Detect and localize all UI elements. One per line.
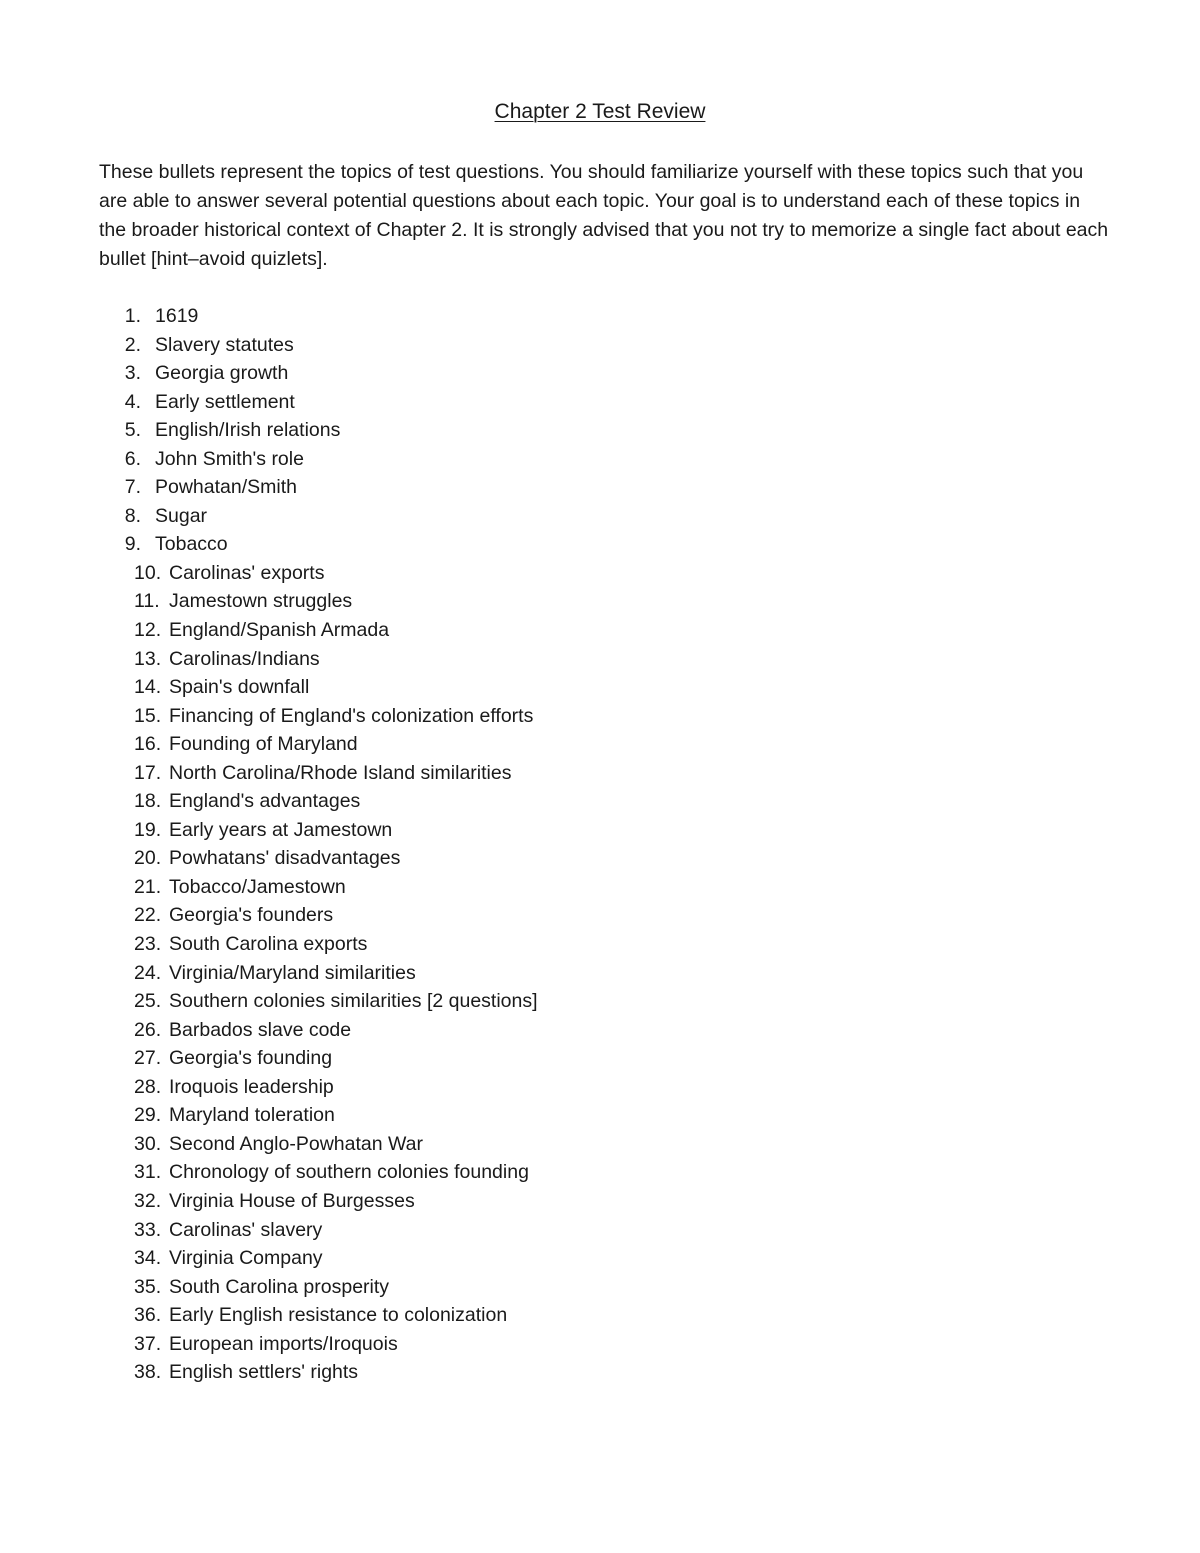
topic-number: 27. <box>134 1047 162 1070</box>
topic-text: Carolinas/Indians <box>169 647 320 670</box>
topic-number: 11. <box>134 590 160 613</box>
topic-item <box>99 901 538 930</box>
topic-item <box>99 445 538 474</box>
topic-number: 13. <box>134 647 162 670</box>
topic-number: 10. <box>134 561 162 584</box>
document-title-text: Chapter 2 Test Review <box>494 100 706 123</box>
topic-text: Powhatans' disadvantages <box>169 847 401 870</box>
topic-text: Maryland toleration <box>169 1104 335 1127</box>
topic-item <box>99 673 538 702</box>
topic-item <box>99 645 538 674</box>
topic-text: Jamestown struggles <box>169 590 353 613</box>
topic-text: Powhatan/Smith <box>155 476 297 499</box>
topic-number: 29. <box>134 1104 162 1127</box>
topic-number: 25. <box>134 990 162 1013</box>
topic-item <box>99 844 538 873</box>
topic-number: 7. <box>124 476 141 499</box>
topic-number: 21. <box>134 875 162 898</box>
topic-text: Tobacco/Jamestown <box>169 875 346 898</box>
topic-number: 3. <box>124 362 141 385</box>
topic-text: Early settlement <box>155 390 295 413</box>
topic-text: Georgia's founding <box>169 1047 333 1070</box>
topic-number: 8. <box>124 504 141 527</box>
topic-item <box>99 1216 538 1245</box>
topic-item <box>99 1244 538 1273</box>
topic-text: English/Irish relations <box>155 419 341 442</box>
topic-item <box>99 416 538 445</box>
topic-text: South Carolina prosperity <box>169 1275 390 1298</box>
topic-text: Spain's downfall <box>169 676 310 699</box>
topic-number: 32. <box>134 1189 162 1212</box>
topic-text: Slavery statutes <box>155 333 294 356</box>
topic-text: Carolinas' slavery <box>169 1218 323 1241</box>
topic-text: Early English resistance to colonization <box>169 1304 508 1327</box>
topic-number: 5. <box>124 419 141 442</box>
topic-item <box>99 873 538 902</box>
topic-number: 1. <box>124 305 141 327</box>
topic-item <box>99 302 538 331</box>
topic-number: 15. <box>134 704 162 727</box>
topic-item <box>99 616 538 645</box>
topic-number: 38. <box>134 1361 162 1384</box>
topic-item <box>99 1330 538 1359</box>
topic-number: 19. <box>134 818 162 841</box>
topic-text: England/Spanish Armada <box>169 619 390 642</box>
topic-text: Southern colonies similarities [2 questions] <box>169 990 538 1013</box>
topic-text: Barbados slave code <box>169 1018 352 1041</box>
topic-item <box>99 359 538 388</box>
topic-text: Financing of England's colonization efforts <box>169 704 534 727</box>
topic-item <box>99 530 538 559</box>
topic-number: 31. <box>134 1161 162 1184</box>
topic-item <box>99 930 538 959</box>
topic-number: 9. <box>124 533 141 556</box>
topic-item <box>99 702 538 731</box>
topic-number: 12. <box>134 619 162 642</box>
topic-text: Tobacco <box>155 533 228 556</box>
topic-item <box>99 502 538 531</box>
topic-text: Virginia Company <box>169 1247 323 1270</box>
topic-text: Virginia/Maryland similarities <box>169 961 416 984</box>
topic-item <box>99 959 538 988</box>
topic-number: 37. <box>134 1332 162 1355</box>
topic-item <box>99 1301 538 1330</box>
topic-item <box>99 1187 538 1216</box>
topic-text: John Smith's role <box>155 447 304 470</box>
topic-item <box>99 1273 538 1302</box>
topic-item <box>99 559 538 588</box>
topic-text: English settlers' rights <box>169 1361 359 1384</box>
topic-text: England's advantages <box>169 790 361 813</box>
topic-number: 6. <box>124 447 141 470</box>
topic-number: 17. <box>134 761 162 784</box>
topic-text: South Carolina exports <box>169 933 368 956</box>
topic-text: Iroquois leadership <box>169 1075 334 1098</box>
topic-number: 28. <box>134 1075 162 1098</box>
topic-text: Georgia growth <box>155 362 289 385</box>
topic-number: 35. <box>134 1275 162 1298</box>
topic-number: 2. <box>124 333 141 356</box>
topic-number: 18. <box>134 790 162 813</box>
topic-text: Early years at Jamestown <box>169 818 393 841</box>
topic-item <box>99 1358 538 1387</box>
topic-item <box>99 473 538 502</box>
topic-item <box>99 759 538 788</box>
topic-text: Chronology of southern colonies founding <box>169 1161 529 1184</box>
topic-number: 16. <box>134 733 162 756</box>
topic-text: Founding of Maryland <box>169 733 358 756</box>
topic-number: 30. <box>134 1132 162 1155</box>
document-title <box>0 97 1200 127</box>
topic-text: 1619 <box>155 305 199 327</box>
topic-text: Virginia House of Burgesses <box>169 1189 415 1212</box>
topic-number: 24. <box>134 961 162 984</box>
topic-item <box>99 1158 538 1187</box>
topic-item <box>99 1016 538 1045</box>
topic-text: European imports/Iroquois <box>169 1332 398 1355</box>
topic-item <box>99 1044 538 1073</box>
topic-text: Carolinas' exports <box>169 561 325 584</box>
intro-paragraph: These bullets represent the topics of test questions. You should familiarize yourself with these topics such that you are able to answer several potential questions about each topic. Your goal is to understand each of these topics in the broader historical context of Chapter 2. It is strongly advised that you not try to memorize a single fact about each bullet [hint–avoid quizlets]. <box>99 161 1109 270</box>
topic-number: 36. <box>134 1304 162 1327</box>
topic-number: 23. <box>134 933 162 956</box>
topic-text: Sugar <box>155 504 208 527</box>
topic-text: Second Anglo-Powhatan War <box>169 1132 424 1155</box>
topic-text: Georgia's founders <box>169 904 334 927</box>
topic-number: 34. <box>134 1247 162 1270</box>
topic-item <box>99 730 538 759</box>
topic-number: 20. <box>134 847 162 870</box>
topic-number: 33. <box>134 1218 162 1241</box>
topic-item <box>99 1073 538 1102</box>
topic-number: 26. <box>134 1018 162 1041</box>
topic-text: North Carolina/Rhode Island similarities <box>169 761 512 784</box>
topic-item <box>99 1101 538 1130</box>
topic-list <box>99 302 538 1387</box>
topic-number: 22. <box>134 904 162 927</box>
topic-item <box>99 1130 538 1159</box>
topic-item <box>99 787 538 816</box>
topic-item <box>99 816 538 845</box>
topic-item <box>99 987 538 1016</box>
topic-item <box>99 388 538 417</box>
topic-number: 14. <box>134 676 162 699</box>
topic-item <box>99 587 538 616</box>
topic-item <box>99 331 538 360</box>
topic-number: 4. <box>124 390 141 413</box>
